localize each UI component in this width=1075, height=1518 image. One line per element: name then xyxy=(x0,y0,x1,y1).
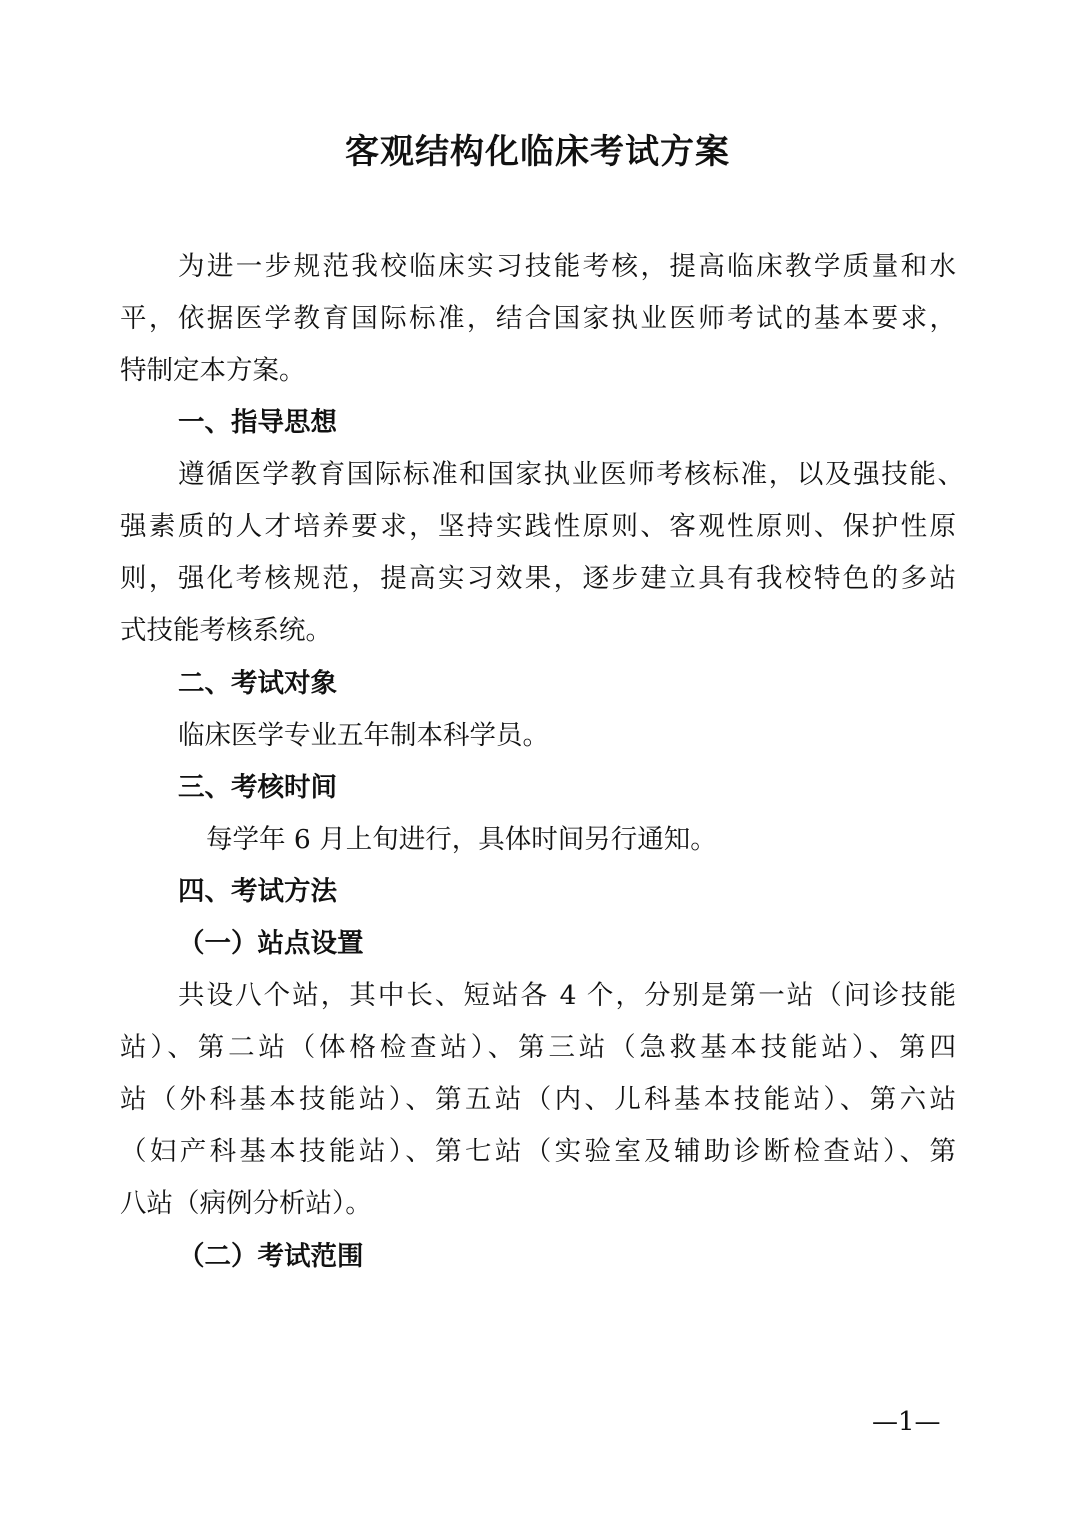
section-2-line-1: 临床医学专业五年制本科学员。 xyxy=(178,720,549,751)
section-1-line-1: 遵循医学教育国际标准和国家执业医师考核标准，以及强技能、 xyxy=(178,459,964,490)
page-number: —1— xyxy=(872,1407,941,1437)
section-2-heading: 二、考试对象 xyxy=(178,668,337,699)
section-1-line-4: 式技能考核系统。 xyxy=(120,615,332,646)
section-4-sub-1-heading: （一）站点设置 xyxy=(178,928,364,959)
page-title: 客观结构化临床考试方案 xyxy=(345,132,730,172)
intro-line-3: 特制定本方案。 xyxy=(120,355,306,386)
section-4-sub-1-line-3: 站（外科基本技能站）、第五站（内、儿科基本技能站）、第六站 xyxy=(120,1084,956,1115)
section-4-sub-2-heading: （二）考试范围 xyxy=(178,1241,364,1272)
intro-line-1: 为进一步规范我校临床实习技能考核，提高临床教学质量和水 xyxy=(178,251,956,282)
section-4-sub-1-line-2: 站）、第二站（体格检查站）、第三站（急救基本技能站）、第四 xyxy=(120,1032,956,1063)
intro-line-2: 平，依据医学教育国际标准，结合国家执业医师考试的基本要求， xyxy=(120,303,956,334)
section-4-heading: 四、考试方法 xyxy=(178,876,337,907)
section-4-sub-1-line-1: 共设八个站，其中长、短站各 4 个，分别是第一站（问诊技能 xyxy=(178,980,956,1011)
section-1-line-2: 强素质的人才培养要求，坚持实践性原则、客观性原则、保护性原 xyxy=(120,511,956,542)
section-4-sub-1-line-5: 八站（病例分析站）。 xyxy=(120,1188,372,1219)
section-3-line-1: 每学年 6 月上旬进行，具体时间另行通知。 xyxy=(206,824,717,855)
section-1-line-3: 则，强化考核规范，提高实习效果，逐步建立具有我校特色的多站 xyxy=(120,563,956,594)
section-3-heading: 三、考核时间 xyxy=(178,772,337,803)
section-1-heading: 一、指导思想 xyxy=(178,407,337,438)
section-4-sub-1-line-4: （妇产科基本技能站）、第七站（实验室及辅助诊断检查站）、第 xyxy=(120,1136,956,1167)
